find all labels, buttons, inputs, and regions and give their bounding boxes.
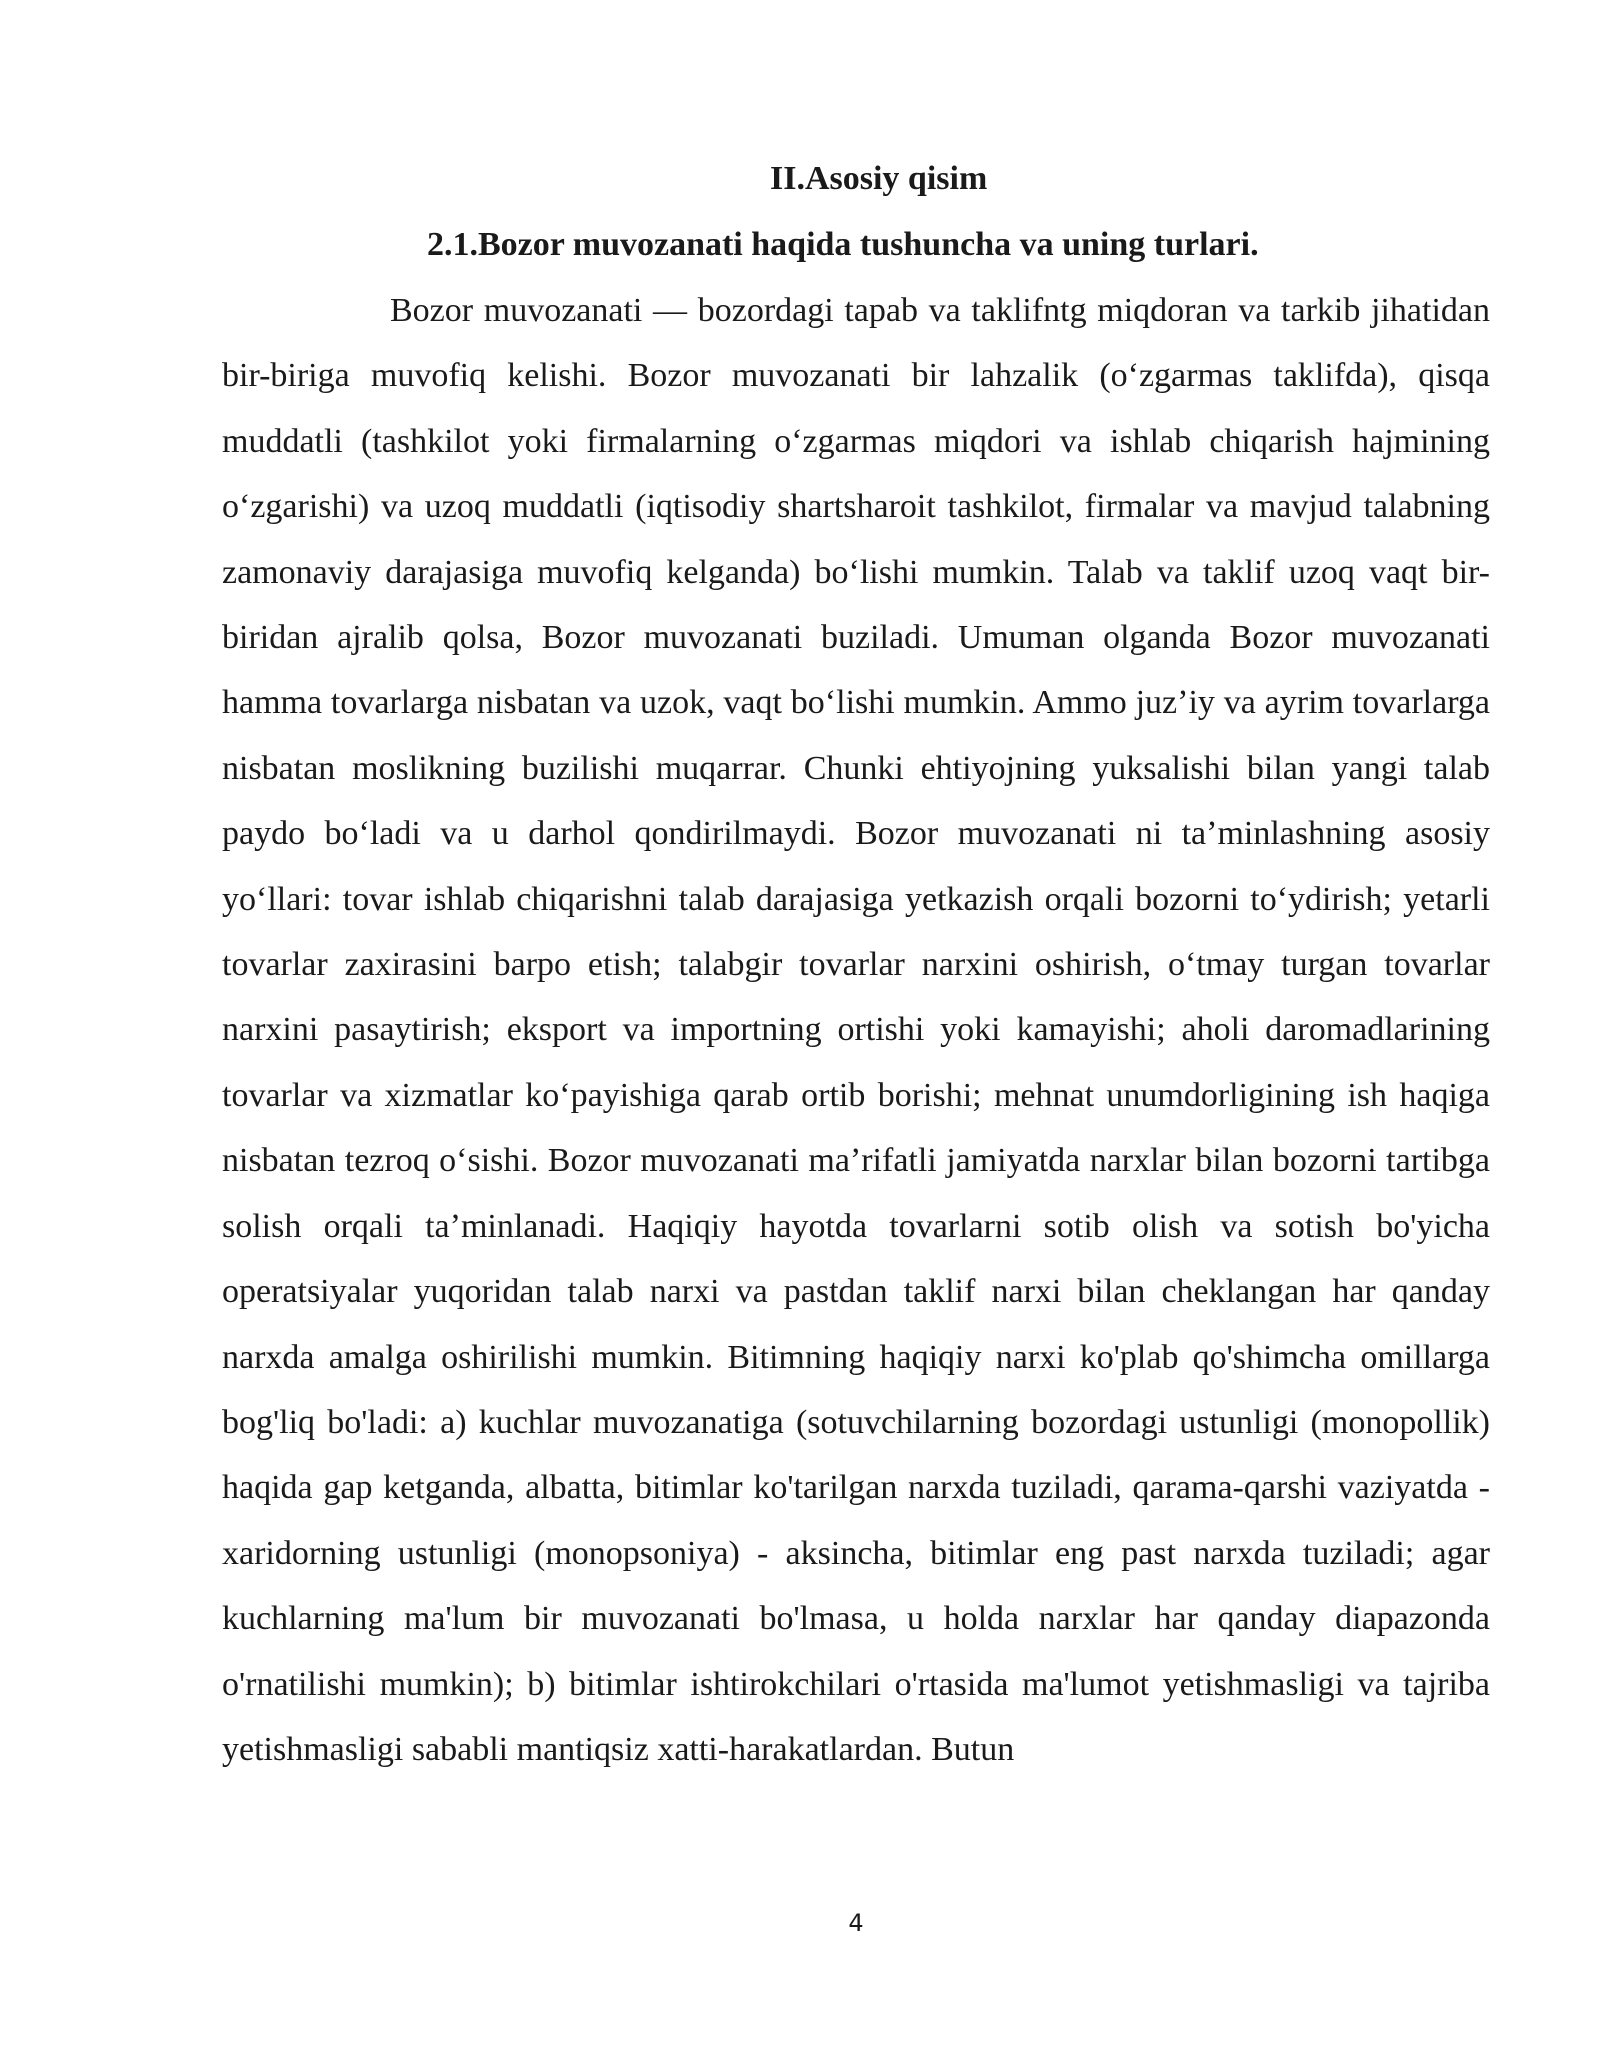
subsection-title: 2.1.Bozor muvozanati haqida tushuncha va uning turlari. <box>427 226 1259 263</box>
page-number: 4 <box>848 1909 864 1937</box>
section-title: II.Asosiy qisim <box>770 160 988 197</box>
page-content <box>222 146 1490 1782</box>
body-paragraph: Bozor muvozanati — bozordagi tapab va taklifntg miqdoran va tarkib jihatidan bir-biriga muvofiq kelishi. Bozor muvozanati bir lahzalik (oʻzgarmas taklifda), qisqa muddatli (tashkilot yoki firmalarning oʻzgarmas miqdori va ishlab chiqarish hajmining oʻzgarishi) va uzoq muddatli (iqtisodiy shartsharoit tashkilot, firmalar va mavjud talabning zamonaviy darajasiga muvofiq kelganda) boʻlishi mumkin. Talab va taklif uzoq vaqt bir-biridan ajralib qolsa, Bozor muvozanati buziladi. Umuman olganda Bozor muvozanati hamma tovarlarga nisbatan va uzok, vaqt boʻlishi mumkin. Ammo juzʼiy va ayrim tovarlarga nisbatan moslikning buzilishi muqarrar. Chunki ehtiyojning yuksalishi bilan yangi talab paydo boʻladi va u darhol qondirilmaydi. Bozor muvozanati ni taʼminlashning asosiy yoʻllari: tovar ishlab chiqarishni talab darajasiga yetkazish orqali bozorni toʻydirish; yetarli tovarlar zaxirasini barpo etish; talabgir tovarlar narxini oshirish, oʻtmay turgan tovarlar narxini pasaytirish; eksport va importning ortishi yoki kamayishi; aholi daromadlarining tovarlar va xizmatlar koʻpayishiga qarab ortib borishi; mehnat unumdorligining ish haqiga nisbatan tezroq oʻsishi. Bozor muvozanati maʼrifatli jamiyatda narxlar bilan bozorni tartibga solish orqali taʼminlanadi. Haqiqiy hayotda tovarlarni sotib olish va sotish bo'yicha operatsiyalar yuqoridan talab narxi va pastdan taklif narxi bilan cheklangan har qanday narxda amalga oshirilishi mumkin. Bitimning haqiqiy narxi ko'plab qo'shimcha omillarga bog'liq bo'ladi: a) kuchlar muvozanatiga (sotuvchilarning bozordagi ustunligi (monopollik) haqida gap ketganda, albatta, bitimlar ko'tarilgan narxda tuziladi, qarama-qarshi vaziyatda - xaridorning ustunligi (monopsoniya) - aksincha, bitimlar eng past narxda tuziladi; agar kuchlarning ma'lum bir muvozanati bo'lmasa, u holda narxlar har qanday diapazonda o'rnatilishi mumkin); b) bitimlar ishtirokchilari o'rtasida ma'lumot yetishmasligi va tajriba yetishmasligi sababli mantiqsiz xatti-harakatlardan. Butun <box>222 292 1490 1768</box>
